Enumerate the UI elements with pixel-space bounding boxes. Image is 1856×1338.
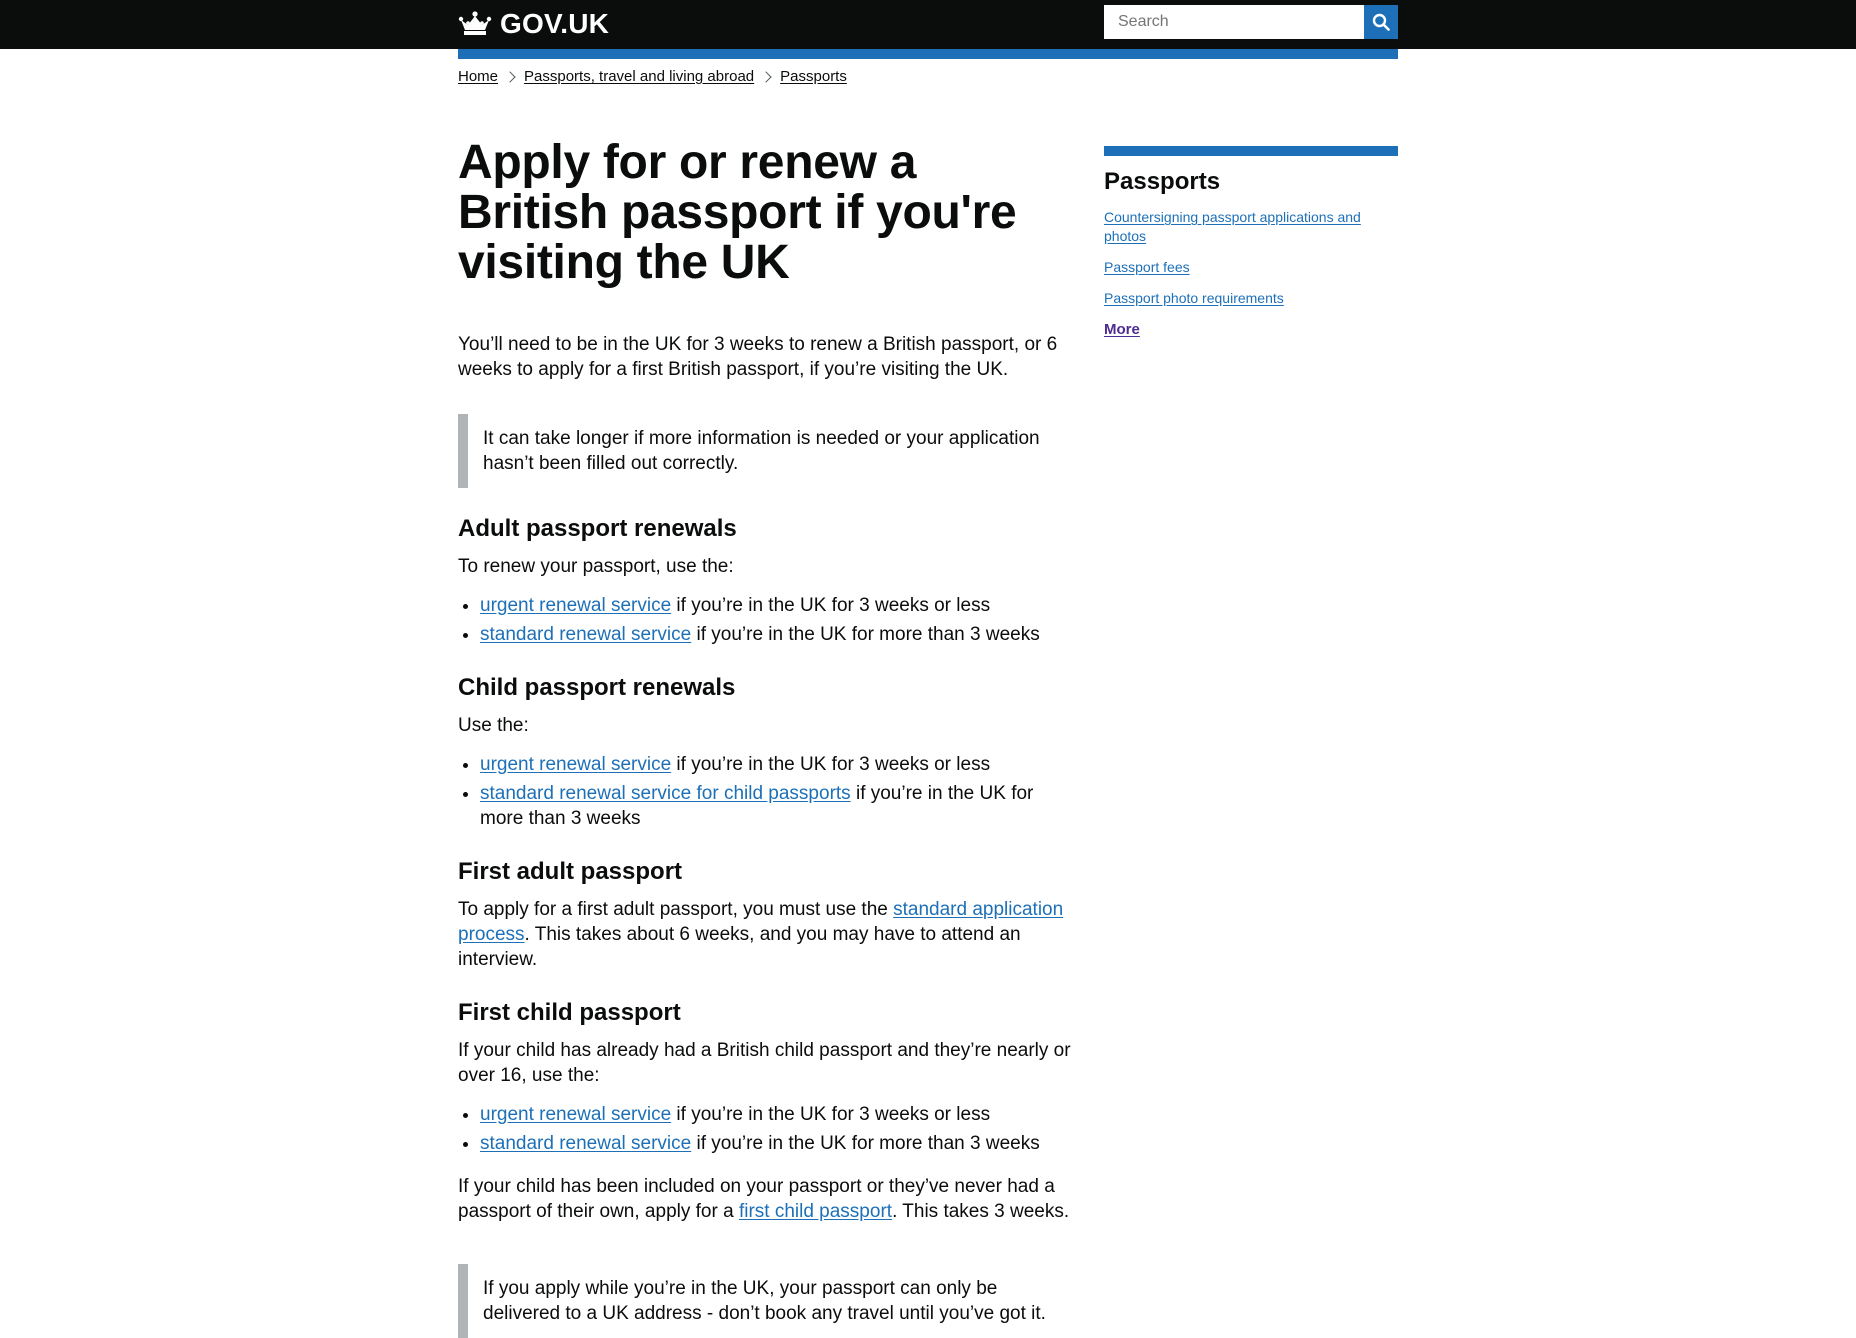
- child-intro: Use the:: [458, 715, 529, 736]
- breadcrumb-home[interactable]: Home: [458, 68, 499, 85]
- first-child-intro: If your child has already had a British child passport and they’re nearly or over 16, use the:: [458, 1040, 1071, 1086]
- first-child-standard-link[interactable]: standard renewal service: [480, 1133, 692, 1154]
- sidebar-links: [1104, 208, 1398, 339]
- site-header: [0, 0, 1856, 49]
- search-input[interactable]: [1104, 5, 1364, 39]
- inset-text: It can take longer if more information is needed or your application hasn’t been filled out correctly.: [458, 414, 1078, 488]
- heading-child-renewals: Child passport renewals: [458, 674, 736, 701]
- sidebar-link-countersigning[interactable]: Countersigning passport applications and photos: [1104, 209, 1361, 244]
- search-button[interactable]: [1364, 5, 1398, 39]
- main-content: [458, 138, 1078, 1338]
- chevron-right-icon: [504, 71, 515, 82]
- crown-icon: [458, 10, 492, 38]
- child-renewal-list: [458, 752, 1078, 831]
- sidebar-heading: Passports: [1104, 168, 1221, 195]
- adult-urgent-renewal-link[interactable]: urgent renewal service: [480, 595, 672, 616]
- list-item: [1104, 258, 1398, 277]
- first-child-passport-link[interactable]: first child passport: [738, 1201, 893, 1222]
- list-item: [1104, 320, 1398, 339]
- child-standard-renewal-link[interactable]: standard renewal service for child passports: [480, 783, 851, 804]
- inset-text-delivery: If you apply while you’re in the UK, your passport can only be delivered to a UK address - don’t book any travel until you’ve got it.: [458, 1264, 1078, 1338]
- list-item: • standard renewal service for child passports if you’re in the UK for more than 3 weeks: [480, 781, 1078, 831]
- list-item: • urgent renewal service if you’re in the UK for 3 weeks or less: [480, 593, 1078, 618]
- lead-paragraph: You’ll need to be in the UK for 3 weeks to renew a British passport, or 6 weeks to apply for a first British passport, if you’re visiting the UK.: [458, 334, 1058, 380]
- list-item: • urgent renewal service if you’re in the UK for 3 weeks or less: [480, 1102, 1078, 1127]
- first-child-list: [458, 1102, 1078, 1156]
- adult-intro: To renew your passport, use the:: [458, 556, 734, 577]
- standard-application-link[interactable]: standard application process: [458, 899, 1064, 945]
- chevron-right-icon: [760, 71, 771, 82]
- logo-text: GOV.UK: [500, 8, 610, 39]
- heading-adult-renewals: Adult passport renewals: [458, 515, 737, 542]
- first-child-paragraph: If your child has been included on your passport or they’ve never had a passport of their own, apply for a first child passport. This takes 3 weeks.: [458, 1176, 1070, 1222]
- list-item: • standard renewal service if you’re in the UK for more than 3 weeks: [480, 1131, 1078, 1156]
- adult-renewal-list: [458, 593, 1078, 647]
- sidebar-link-photo-requirements[interactable]: Passport photo requirements: [1104, 290, 1284, 306]
- govuk-logo-link[interactable]: [458, 6, 609, 42]
- sidebar-more-link[interactable]: More: [1104, 321, 1140, 338]
- page-title: Apply for or renew a British passport if you're visiting the UK: [458, 136, 1017, 289]
- first-child-urgent-link[interactable]: urgent renewal service: [480, 1104, 672, 1125]
- heading-first-child: First child passport: [458, 999, 681, 1026]
- adult-standard-renewal-link[interactable]: standard renewal service: [480, 624, 692, 645]
- breadcrumb-passports[interactable]: Passports: [780, 68, 847, 85]
- breadcrumb-travel[interactable]: Passports, travel and living abroad: [524, 68, 755, 85]
- first-adult-paragraph: To apply for a first adult passport, you must use the standard application process. This takes about 6 weeks, and you may have to attend an interview.: [458, 899, 1064, 970]
- list-item: [1104, 208, 1398, 246]
- list-item: • urgent renewal service if you’re in the UK for 3 weeks or less: [480, 752, 1078, 777]
- heading-first-adult: First adult passport: [458, 858, 683, 885]
- breadcrumb: [458, 68, 847, 85]
- child-urgent-renewal-link[interactable]: urgent renewal service: [480, 754, 672, 775]
- sidebar-link-fees[interactable]: Passport fees: [1104, 259, 1190, 275]
- list-item: [1104, 289, 1398, 308]
- list-item: • standard renewal service if you’re in the UK for more than 3 weeks: [480, 622, 1078, 647]
- related-content-sidebar: [1104, 146, 1398, 351]
- header-blue-bar: [458, 49, 1398, 59]
- search-form: [1104, 5, 1398, 39]
- search-icon: [1372, 13, 1390, 31]
